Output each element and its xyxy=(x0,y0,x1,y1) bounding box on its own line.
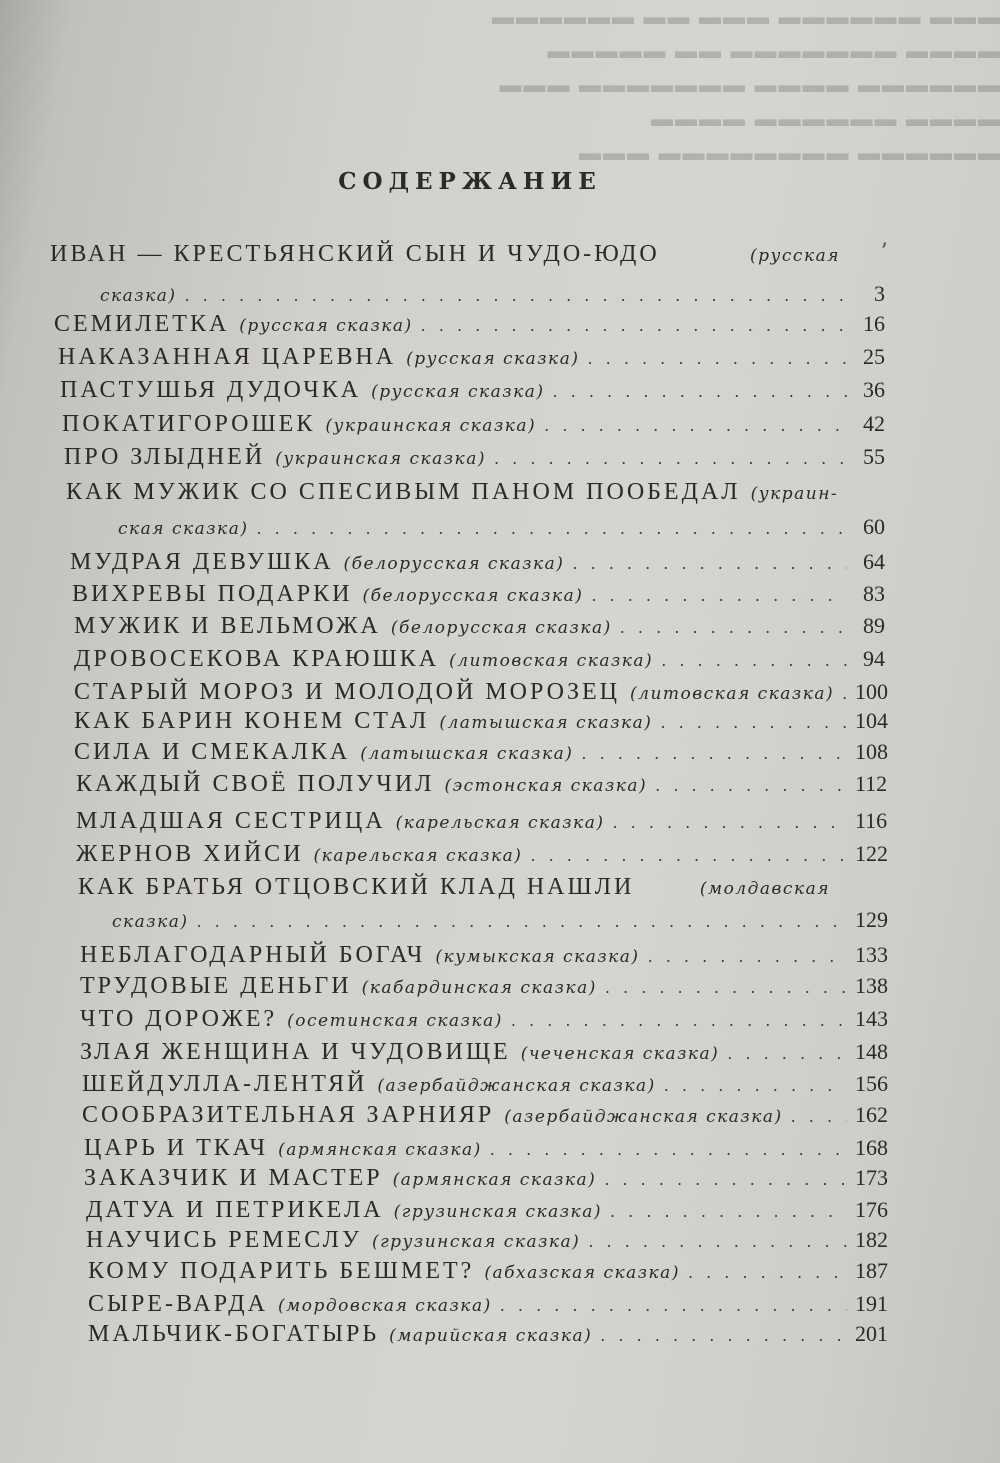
dot-leader xyxy=(661,647,847,675)
toc-entry-page: 201 xyxy=(855,1321,888,1346)
toc-entry-genre-continued: сказка) xyxy=(112,912,189,932)
toc-entry-genre: (карельская сказка) xyxy=(313,846,523,866)
dot-leader xyxy=(791,1103,847,1131)
toc-entry-line xyxy=(78,873,830,903)
toc-entry-title: МУДРАЯ ДЕВУШКА xyxy=(70,549,334,575)
dot-leader xyxy=(660,709,847,737)
toc-entry-genre: (литовская сказка) xyxy=(630,684,835,704)
toc-entry-page: 187 xyxy=(855,1258,888,1283)
toc-entry-genre-continued: сказка) xyxy=(100,286,177,306)
dot-leader xyxy=(600,1322,847,1350)
toc-entry-page: 89 xyxy=(863,613,885,638)
toc-entry-title: ИВАН — КРЕСТЬЯНСКИЙ СЫН И ЧУДО-ЮДО xyxy=(50,241,660,267)
toc-entry-title: КАЖДЫЙ СВОЁ ПОЛУЧИЛ xyxy=(76,771,435,797)
toc-entry-page: 108 xyxy=(855,739,888,764)
toc-entry xyxy=(74,678,888,708)
toc-entry-page: 42 xyxy=(863,411,885,436)
dot-leader xyxy=(688,1259,847,1287)
dot-leader xyxy=(494,445,847,473)
toc-entry-genre: (русская сказка) xyxy=(371,382,545,402)
toc-entry-title: ПАСТУШЬЯ ДУДОЧКА xyxy=(60,377,362,403)
toc-entry xyxy=(62,410,885,440)
toc-entry-genre: (кабардинская сказка) xyxy=(361,978,597,998)
toc-entry xyxy=(76,770,888,800)
toc-entry-genre: (армянская сказка) xyxy=(392,1170,597,1190)
toc-entry xyxy=(54,310,885,340)
toc-entry xyxy=(74,738,888,768)
toc-entry xyxy=(86,1196,888,1226)
toc-entry xyxy=(84,1164,888,1194)
toc-entry-page: 83 xyxy=(863,581,885,606)
toc-entry-line xyxy=(66,478,839,508)
toc-entry-line xyxy=(50,240,840,270)
toc-entry-title: ПРО ЗЛЫДНЕЙ xyxy=(64,444,266,470)
toc-entry-title: ДРОВОСЕКОВА КРАЮШКА xyxy=(74,646,440,672)
toc-entry xyxy=(80,1005,888,1035)
dot-leader xyxy=(588,1228,847,1256)
toc-entry xyxy=(86,1226,888,1256)
toc-entry-title: ЖЕРНОВ ХИЙСИ xyxy=(76,841,304,867)
toc-entry-page: 168 xyxy=(855,1135,888,1160)
toc-entry-title: ПОКАТИГОРОШЕК xyxy=(62,411,316,437)
dot-leader xyxy=(605,974,847,1002)
toc-entry xyxy=(88,1320,888,1350)
toc-entry xyxy=(80,972,888,1002)
toc-entry-title: СООБРАЗИТЕЛЬНАЯ ЗАРНИЯР xyxy=(82,1102,495,1128)
toc-entry-page: 138 xyxy=(855,973,888,998)
toc-entry-page: 176 xyxy=(855,1197,888,1222)
dot-leader xyxy=(511,1007,847,1035)
toc-entry xyxy=(60,376,885,406)
toc-entry-title: КАК БАРИН КОНЕМ СТАЛ xyxy=(74,708,430,734)
toc-entry xyxy=(74,612,885,642)
toc-entry xyxy=(70,548,885,578)
dot-leader xyxy=(544,412,847,440)
dot-leader xyxy=(612,809,847,837)
dot-leader xyxy=(185,282,848,310)
toc-entry-title: ЦАРЬ И ТКАЧ xyxy=(84,1135,269,1161)
toc-entry-title: КАК МУЖИК СО СПЕСИВЫМ ПАНОМ ПООБЕДАЛ xyxy=(66,479,741,505)
toc-entry-continuation xyxy=(112,906,888,936)
toc-entry xyxy=(88,1257,888,1287)
toc-entry-genre: (литовская сказка) xyxy=(449,651,654,671)
dot-leader xyxy=(648,943,847,971)
toc-entry-title: НЕБЛАГОДАРНЫЙ БОГАЧ xyxy=(80,942,426,968)
toc-entry-page: 100 xyxy=(855,679,888,704)
toc-entry-page: 112 xyxy=(855,771,888,796)
dot-leader xyxy=(655,772,847,800)
toc-entry-genre: (украинская сказка) xyxy=(275,449,486,469)
toc-entry-page: 143 xyxy=(855,1006,888,1031)
toc-entry xyxy=(74,707,888,737)
toc-entry-continuation xyxy=(118,513,885,543)
page-mark: ʼ xyxy=(880,240,887,265)
toc-entry-page: 156 xyxy=(855,1071,888,1096)
dot-leader xyxy=(587,345,847,373)
toc-entry-page: 116 xyxy=(855,808,888,833)
toc-entry-page: 122 xyxy=(855,841,888,866)
dot-leader xyxy=(256,515,847,543)
toc-entry-page: 94 xyxy=(863,646,885,671)
toc-entry xyxy=(84,1134,888,1164)
dot-leader xyxy=(197,908,848,936)
toc-entry-genre: (русская сказка) xyxy=(239,316,413,336)
toc-entry-genre: (латышская сказка) xyxy=(360,744,574,764)
toc-entry-genre: (белорусская сказка) xyxy=(343,554,565,574)
toc-entry-page: 133 xyxy=(855,942,888,967)
toc-entry-title: ДАТУА И ПЕТРИКЕЛА xyxy=(86,1197,384,1223)
toc-entry-genre: (белорусская сказка) xyxy=(362,586,584,606)
toc-entry-genre: (латышская сказка) xyxy=(439,713,653,733)
toc-entry xyxy=(82,1070,888,1100)
toc-entry-title: ШЕЙДУЛЛА-ЛЕНТЯЙ xyxy=(82,1071,368,1097)
toc-entry-genre: (марийская сказка) xyxy=(389,1326,593,1346)
bleed-through-text: ▬▬▬ ▬▬▬▬▬▬ ▬▬▬ ▬▬ ▬▬▬▬▬▬ ▬▬▬▬ ▬▬▬▬▬▬▬ ▬▬ ▬▬▬▬▬ ▬▬▬▬▬▬ ▬▬▬▬ ▬▬▬▬▬▬▬ ▬▬▬ ▬▬▬▬ ▬▬▬▬▬▬ ▬▬▬▬ ▬▬▬▬▬▬ ▬▬▬▬▬▬▬▬ ▬▬▬ xyxy=(490,4,1000,165)
dot-leader xyxy=(620,614,847,642)
toc-entry-page: 148 xyxy=(855,1039,888,1064)
dot-leader xyxy=(842,680,847,708)
toc-entry-page: 173 xyxy=(855,1165,888,1190)
dot-leader xyxy=(610,1198,847,1226)
toc-entry-title: СЫРЕ-ВАРДА xyxy=(88,1291,269,1317)
dot-leader xyxy=(490,1136,847,1164)
toc-entry-title: МАЛЬЧИК-БОГАТЫРЬ xyxy=(88,1321,380,1347)
toc-entry-page: 191 xyxy=(855,1291,888,1316)
toc-entry-genre: (русская xyxy=(750,246,840,266)
toc-entry-title: НАУЧИСЬ РЕМЕСЛУ xyxy=(86,1227,362,1253)
toc-entry-genre-continued: ская сказка) xyxy=(118,519,249,539)
toc-entry xyxy=(82,1101,888,1131)
toc-entry-title: КАК БРАТЬЯ ОТЦОВСКИЙ КЛАД НАШЛИ xyxy=(78,874,635,900)
dot-leader xyxy=(581,740,847,768)
toc-entry xyxy=(64,443,885,473)
dot-leader xyxy=(500,1292,847,1320)
toc-entry-genre: (русская сказка) xyxy=(406,349,580,369)
toc-entry-page: 64 xyxy=(863,549,885,574)
toc-entry xyxy=(76,840,888,870)
toc-entry-page: 25 xyxy=(863,344,885,369)
toc-entry-title: ТРУДОВЫЕ ДЕНЬГИ xyxy=(80,973,352,999)
toc-entry-page: 3 xyxy=(874,281,885,306)
toc-entry-genre: (эстонская сказка) xyxy=(444,776,648,796)
toc-entry xyxy=(80,1038,888,1068)
toc-entry-page: 36 xyxy=(863,377,885,402)
toc-entry-title: ЗЛАЯ ЖЕНЩИНА И ЧУДОВИЩЕ xyxy=(80,1039,511,1065)
toc-entry xyxy=(74,645,885,675)
toc-entry-page: 129 xyxy=(855,907,888,932)
toc-entry-title: МУЖИК И ВЕЛЬМОЖА xyxy=(74,613,381,639)
toc-entry-page: 16 xyxy=(863,311,885,336)
dot-leader xyxy=(727,1040,847,1068)
toc-entry-genre: (чеченская сказка) xyxy=(520,1044,720,1064)
toc-entry-genre: (грузинская сказка) xyxy=(371,1232,581,1252)
toc-entry-title: СТАРЫЙ МОРОЗ И МОЛОДОЙ МОРОЗЕЦ xyxy=(74,679,620,705)
toc-entry-genre: (азербайджанская сказка) xyxy=(504,1107,783,1127)
dot-leader xyxy=(421,312,847,340)
toc-entry-title: СЕМИЛЕТКА xyxy=(54,311,230,337)
toc-entry-genre: (украинская сказка) xyxy=(325,416,537,436)
toc-entry-continuation xyxy=(100,280,885,310)
toc-entry-title: ЗАКАЗЧИК И МАСТЕР xyxy=(84,1165,383,1191)
toc-entry xyxy=(80,941,888,971)
dot-leader xyxy=(572,550,847,578)
toc-entry-title: СИЛА И СМЕКАЛКА xyxy=(74,739,351,765)
toc-entry xyxy=(88,1290,888,1320)
toc-entry-title: ЧТО ДОРОЖЕ? xyxy=(80,1006,278,1032)
dot-leader xyxy=(553,378,848,406)
toc-entry-title: ВИХРЕВЫ ПОДАРКИ xyxy=(72,581,353,607)
toc-entry-genre: (осетинская сказка) xyxy=(287,1011,503,1031)
dot-leader xyxy=(664,1072,847,1100)
toc-entry-page: 182 xyxy=(855,1227,888,1252)
toc-entry-genre: (молдавская xyxy=(699,879,830,899)
toc-entry-page: 60 xyxy=(863,514,885,539)
dot-leader xyxy=(591,582,847,610)
toc-entry-genre: (карельская сказка) xyxy=(395,813,605,833)
contents-heading: СОДЕРЖАНИЕ xyxy=(338,168,602,195)
toc-entry-title: МЛАДШАЯ СЕСТРИЦА xyxy=(76,808,386,834)
toc-entry xyxy=(58,343,885,373)
toc-entry-genre: (грузинская сказка) xyxy=(393,1202,602,1222)
toc-entry-genre: (азербайджанская сказка) xyxy=(377,1076,656,1096)
toc-entry-title: КОМУ ПОДАРИТЬ БЕШМЕТ? xyxy=(88,1258,475,1284)
toc-entry-page: 104 xyxy=(855,708,888,733)
toc-entry-genre: (абхазская сказка) xyxy=(484,1263,680,1283)
dot-leader xyxy=(604,1166,847,1194)
toc-entry xyxy=(76,807,888,837)
toc-entry xyxy=(72,580,885,610)
toc-entry-title: НАКАЗАННАЯ ЦАРЕВНА xyxy=(58,344,397,370)
toc-entry-genre: (кумыкская сказка) xyxy=(435,947,640,967)
toc-entry-page: 162 xyxy=(855,1102,888,1127)
toc-entry-genre: (украин- xyxy=(750,484,839,504)
toc-entry-genre: (мордовская сказка) xyxy=(278,1296,492,1316)
toc-entry-genre: (белорусская сказка) xyxy=(390,618,612,638)
toc-entry-page: 55 xyxy=(863,444,885,469)
dot-leader xyxy=(530,842,847,870)
toc-entry-genre: (армянская сказка) xyxy=(278,1140,482,1160)
